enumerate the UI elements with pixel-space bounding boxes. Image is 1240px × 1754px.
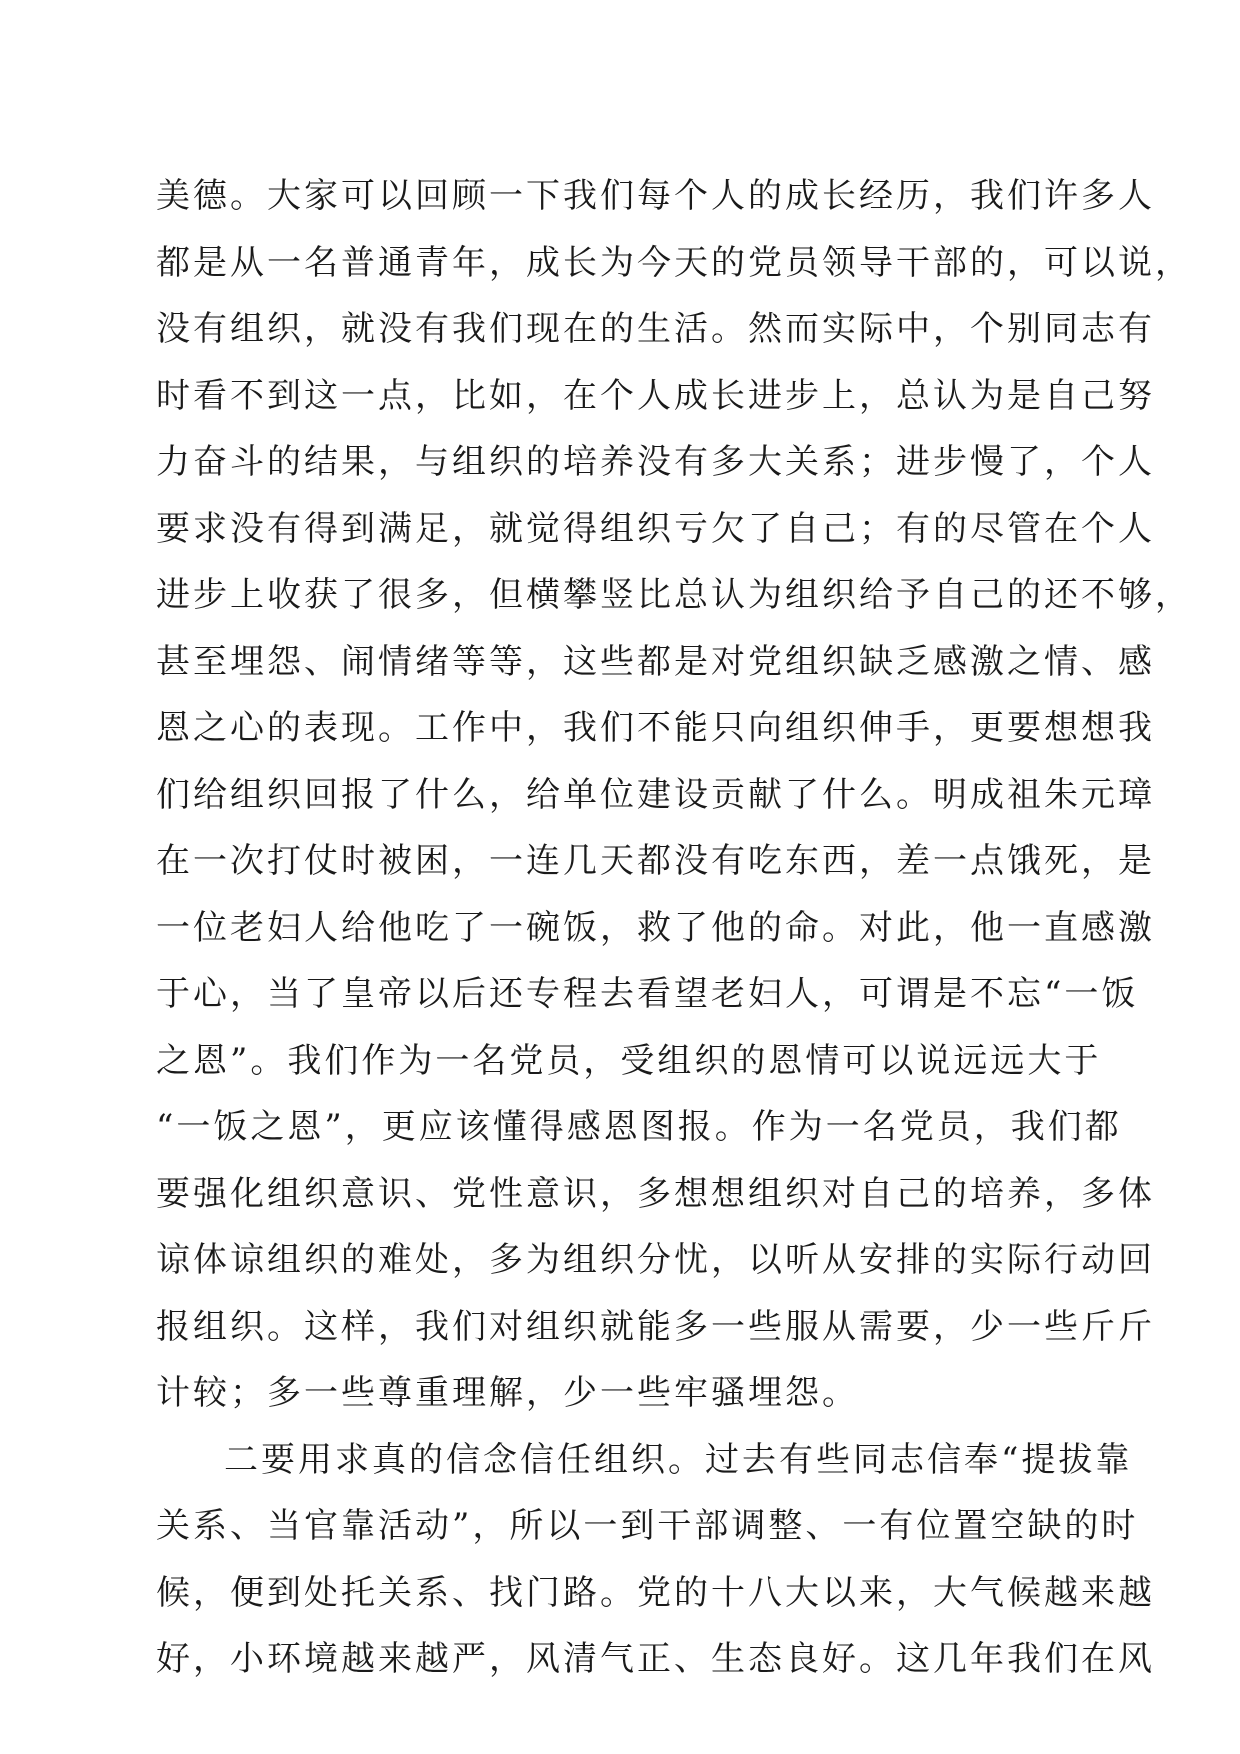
text-line: 们给组织回报了什么，给单位建设贡献了什么。明成祖朱元璋 [156, 774, 1155, 815]
text-line: 报组织。这样，我们对组织就能多一些服从需要，少一些斤斤 [156, 1306, 1155, 1347]
text-line: 甚至埋怨、闹情绪等等，这些都是对党组织缺乏感激之情、感 [156, 641, 1155, 682]
text-line: 谅体谅组织的难处，多为组织分忧，以听从安排的实际行动回 [156, 1240, 1155, 1280]
text-line: 在一次打仗时被困，一连几天都没有吃东西，差一点饿死，是 [156, 841, 1155, 881]
text-line: 要求没有得到满足，就觉得组织亏欠了自己；有的尽管在个人 [156, 508, 1155, 549]
text-line: 一位老妇人给他吃了一碗饭，救了他的命。对此，他一直感激 [156, 907, 1155, 948]
text-line: 力奋斗的结果，与组织的培养没有多大关系；进步慢了，个人 [156, 442, 1155, 482]
text-line: 之恩”。我们作为一名党员，受组织的恩情可以说远远大于 [156, 1040, 1102, 1081]
paragraph-2 [156, 1427, 1155, 1693]
text-line: 关系、当官靠活动”，所以一到干部调整、一有位置空缺的时 [156, 1506, 1139, 1546]
text-line: 进步上收获了很多，但横攀竖比总认为组织给予自己的还不够， [156, 575, 1192, 615]
document-body [156, 163, 1192, 1693]
text-line: 没有组织，就没有我们现在的生活。然而实际中，个别同志有 [156, 309, 1155, 349]
paragraph-1 [156, 163, 1192, 1427]
text-line: 于心，当了皇帝以后还专程去看望老妇人，可谓是不忘“一饭 [156, 974, 1139, 1014]
text-line: 候，便到处托关系、找门路。党的十八大以来，大气候越来越 [156, 1572, 1155, 1613]
text-line: 恩之心的表现。工作中，我们不能只向组织伸手，更要想想我 [156, 708, 1155, 748]
text-line: 要强化组织意识、党性意识，多想想组织对自己的培养，多体 [156, 1173, 1155, 1214]
text-line: 都是从一名普通青年，成长为今天的党员领导干部的，可以说， [156, 242, 1192, 283]
text-line: 时看不到这一点，比如，在个人成长进步上，总认为是自己努 [156, 375, 1155, 416]
text-line: 计较；多一些尊重理解，少一些牢骚埋怨。 [156, 1373, 859, 1413]
text-line: 二要用求真的信念信任组织。过去有些同志信奉“提拔靠 [224, 1439, 1133, 1480]
text-line: 好，小环境越来越严，风清气正、生态良好。这几年我们在风 [156, 1639, 1155, 1679]
text-line: 美德。大家可以回顾一下我们每个人的成长经历，我们许多人 [156, 176, 1155, 216]
text-line: “一饭之恩”，更应该懂得感恩图报。作为一名党员，我们都 [156, 1107, 1122, 1147]
